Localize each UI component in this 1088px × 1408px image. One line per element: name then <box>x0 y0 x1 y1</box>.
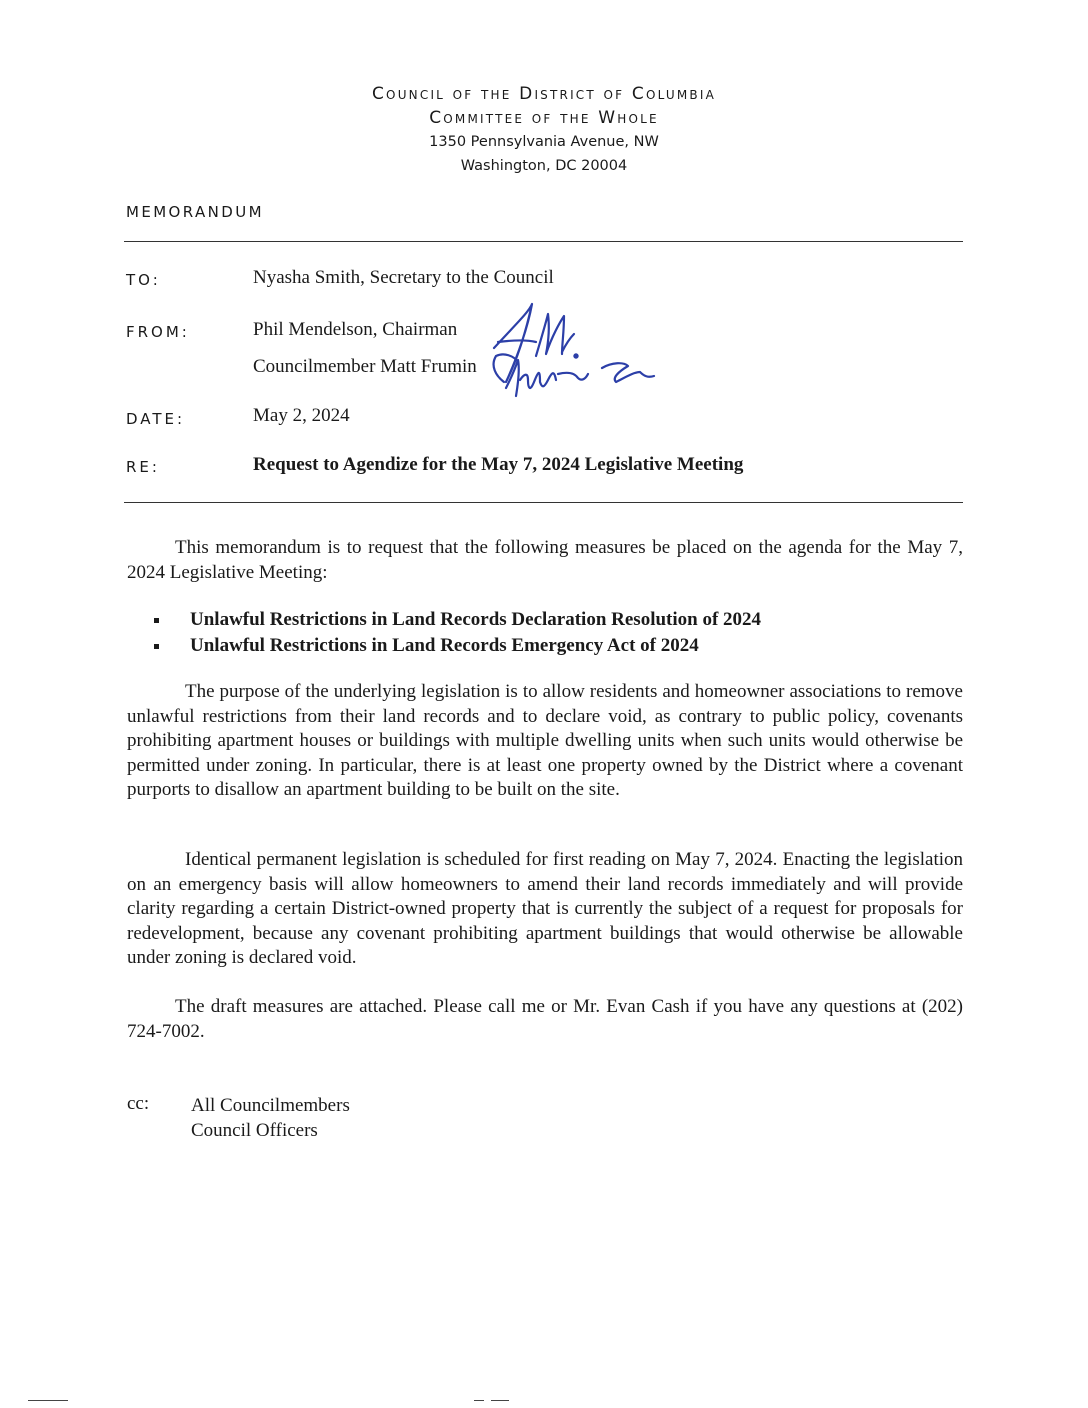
measure-title: Unlawful Restrictions in Land Records Emergency Act of 2024 <box>190 635 699 656</box>
header-committee-name: Committee of the Whole <box>429 108 659 128</box>
list-item <box>150 607 761 633</box>
header-address-line-2: Washington, DC 20004 <box>460 158 628 174</box>
cc-recipient: All Councilmembers <box>191 1095 350 1116</box>
re-subject: Request to Agendize for the May 7, 2024 Legislative Meeting <box>253 454 744 475</box>
measure-title: Unlawful Restrictions in Land Records Declaration Resolution of 2024 <box>190 609 762 630</box>
measures-list <box>150 607 761 659</box>
cc-recipients <box>191 1093 350 1143</box>
intro-paragraph: This memorandum is to request that the following measures be placed on the agenda for the May 7, 2024 Legislative Meeting: <box>127 537 963 583</box>
to-label: TO: <box>126 271 161 289</box>
to-value: Nyasha Smith, Secretary to the Council <box>253 267 554 288</box>
memorandum-label: MEMORANDUM <box>126 203 264 221</box>
closing-paragraph: The draft measures are attached. Please call me or Mr. Evan Cash if you have any questions at (202) 724-7002. <box>127 996 963 1042</box>
identical-legislation-paragraph: Identical permanent legislation is scheduled for first reading on May 7, 2024. Enacting the legislation on an emergency basis will allow homeowners to amend their land records immediately and will provide clarity regarding a certain District-owned property that is currently the subject of a request for proposals for redevelopment, because any covenant prohibiting apartment buildings that would otherwise be allowable under zoning is declared void. <box>127 849 963 968</box>
date-label: DATE: <box>126 410 186 428</box>
bullet-icon <box>154 618 159 623</box>
footer-mark <box>491 1400 509 1401</box>
from-value-chairman: Phil Mendelson, Chairman <box>253 319 458 340</box>
cc-label: cc: <box>127 1093 150 1114</box>
from-label: FROM: <box>126 323 190 341</box>
bottom-divider <box>124 502 963 503</box>
purpose-paragraph: The purpose of the underlying legislation is to allow residents and homeowner associations to remove unlawful restrictions from their land records and to declare void, as contrary to public policy, covenants prohibiting apartment houses or buildings with multiple dwelling units when such units would otherwise be permitted under zoning. In particular, there is at least one property owned by the District where a covenant purports to disallow an apartment building to be built on the site. <box>127 681 963 800</box>
re-label: RE: <box>126 458 160 476</box>
list-item <box>150 633 761 659</box>
from-value-councilmember: Councilmember Matt Frumin <box>253 356 477 377</box>
top-divider <box>124 241 963 242</box>
bullet-icon <box>154 644 159 649</box>
footer-mark <box>28 1400 68 1401</box>
header-address-line-1: 1350 Pennsylvania Avenue, NW <box>429 134 659 150</box>
handwritten-signature <box>484 296 674 406</box>
cc-recipient: Council Officers <box>191 1120 318 1141</box>
footer-mark <box>474 1400 484 1401</box>
header-council-name: Council of the District of Columbia <box>371 84 716 104</box>
date-value: May 2, 2024 <box>253 405 350 426</box>
